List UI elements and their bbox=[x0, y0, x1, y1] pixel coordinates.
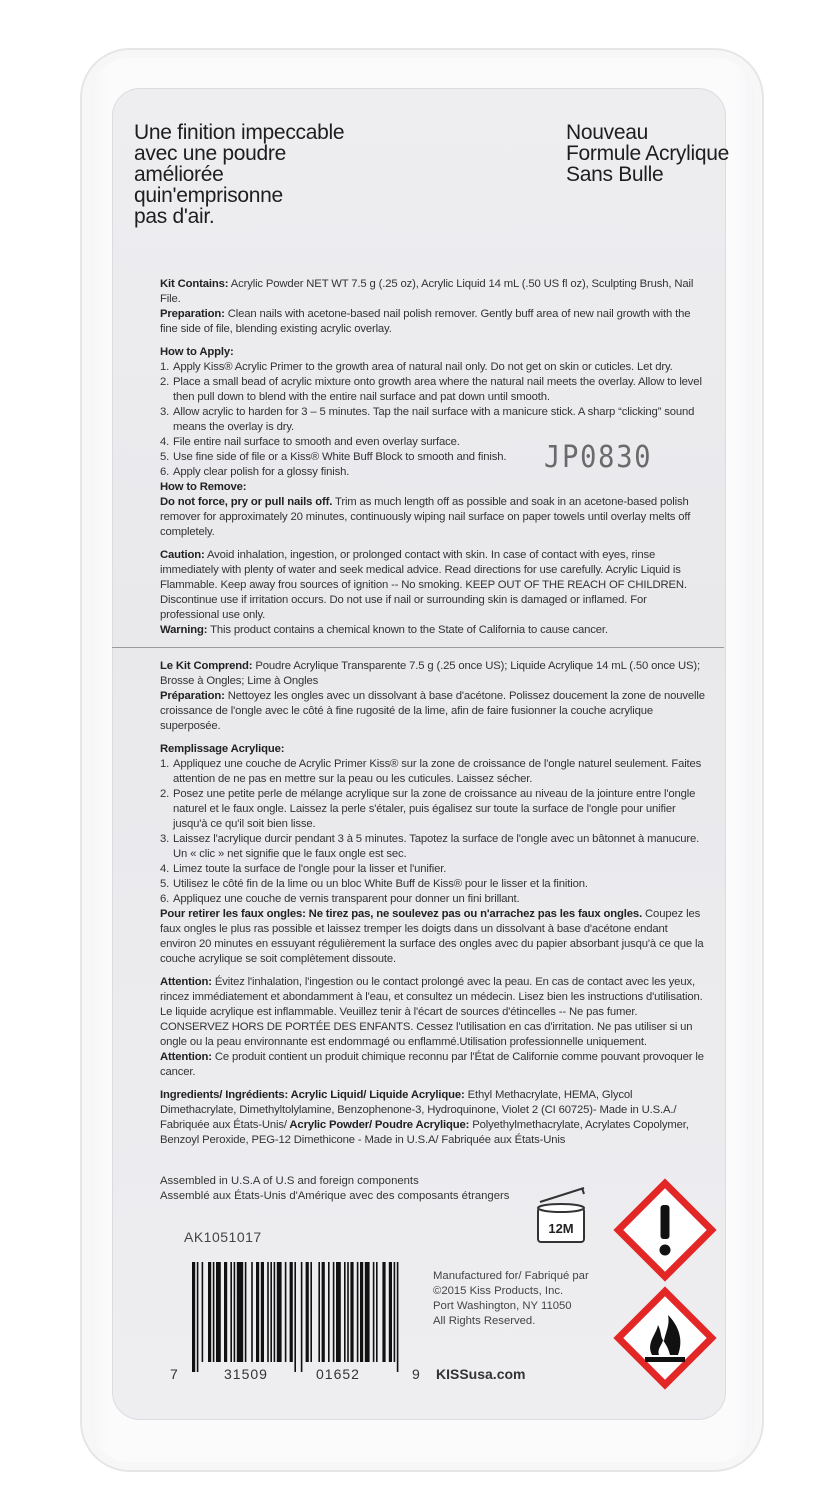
ingredients: Ingredients/ Ingrédients: Acrylic Liquid/ Liquide Acrylique: Ethyl Methacrylate, HEMA, Glycol Dimethacrylate, Dimethyltolylamine, Benzophenone-3, Hydroquinone, Violet 2 (CI 60725)- Made in U.S.A./ Fabriquée aux États-Unis/ Acrylic Powder/ Poudre Acrylique: Polyethylmethacrylate, Acrylates Copolymer, Benzoyl Peroxide, PEG-12 Dimethicone - Made in U.S.A/ Fabriquée aux États-Unis bbox=[160, 1089, 689, 1146]
barcode-bar bbox=[224, 1262, 227, 1362]
barcode-bar bbox=[394, 1262, 396, 1362]
barcode-bar bbox=[336, 1262, 341, 1362]
attention-2: Attention: Ce produit contient un produit chimique reconnu par l'État de Californie comme pouvant provoquer le cancer. bbox=[160, 1051, 704, 1078]
barcode-bars bbox=[188, 1262, 406, 1372]
apply-step: 2. Posez une petite perle de mélange acrylique sur la zone de croissance au niveau de la jointure entre l'ongle naturel et le faux ongle. Laissez la perle s'étaler, puis égalisez sur toute la surface de l'ongle pour unifier jusqu'à ce qu'il soit bien lisse. bbox=[160, 788, 696, 830]
assembled-en: Assembled in U.S.A of U.S and foreign components bbox=[160, 1175, 419, 1187]
barcode-bar bbox=[310, 1262, 312, 1362]
barcode-bar bbox=[234, 1262, 236, 1362]
how-to-remove-label: How to Remove: bbox=[160, 481, 247, 493]
apply-step: 1. Apply Kiss® Acrylic Primer to the growth area of natural nail only. Do not get on skin or cuticles. Let dry. bbox=[160, 361, 673, 373]
barcode-bar bbox=[344, 1262, 346, 1362]
kit-contains bbox=[160, 277, 705, 307]
barcode-bar bbox=[192, 1262, 195, 1372]
barcode-bar bbox=[208, 1262, 211, 1362]
divider bbox=[112, 647, 724, 648]
apply-step: 5. Utilisez le côté fin de la lime ou un bloc White Buff de Kiss® pour le lisser et la finition. bbox=[160, 878, 588, 890]
barcode-bar bbox=[270, 1262, 272, 1362]
barcode-bar bbox=[267, 1262, 269, 1362]
product-code: AK1051017 bbox=[184, 1229, 262, 1245]
exclamation-hazard-icon bbox=[612, 1177, 718, 1283]
preparation bbox=[160, 307, 705, 337]
attention: Attention: Évitez l'inhalation, l'ingestion ou le contact prolongé avec la peau. En cas de contact avec les yeux, rincez immédiatement et abondamment à l'eau, et consultez un médecin. Lisez bien les instructions d'utilisation. Le liquide acrylique est inflammable. Veuillez tenir à l'écart de sources d'étincelles -- Ne pas fumer. CONSERVEZ HORS DE PORTÉE DES ENFANTS. Cessez l'utilisation en cas d'irritation. Ne pas utiliser si un ongle ou la peau environnante est endommagé ou enflammé.Utilisation professionnelle uniquement. bbox=[160, 976, 703, 1048]
headline-left-line: améliorée bbox=[134, 163, 224, 186]
barcode-bar bbox=[318, 1262, 320, 1362]
barcode-bar bbox=[301, 1262, 303, 1372]
assembled-notice bbox=[160, 1174, 509, 1204]
preparation-label: Preparation: bbox=[160, 308, 225, 320]
barcode-bar bbox=[261, 1262, 264, 1362]
remove-text-fr: Pour retirer les faux ongles: Ne tirez pas, ne soulevez pas ou n'arrachez pas les faux ongles. Coupez les faux ongles le plus ras possible et laissez tremper les doigts dans un dissolvant à base d'acétone endant environ 20 minutes en essuyant régulièrement la surface des ongles avec du papier absorbant jusqu'à ce que la couche acrylique se soit complètement dissoute. bbox=[160, 908, 704, 965]
barcode-bar bbox=[350, 1262, 353, 1362]
how-to-apply-label: How to Apply: bbox=[160, 346, 234, 358]
website: KISSusa.com bbox=[436, 1366, 526, 1382]
assembled-fr: Assemblé aux États-Unis d'Amérique avec des composants étrangers bbox=[160, 1190, 510, 1202]
barcode-bar bbox=[397, 1262, 399, 1372]
manufacturer-line: Port Washington, NY 11050 bbox=[433, 1300, 572, 1312]
headline-left bbox=[134, 122, 344, 227]
barcode-digit-last: 9 bbox=[412, 1366, 421, 1382]
apply-step: 3. Laissez l'acrylique durcir pendant 3 à 5 minutes. Tapotez la surface de l'ongle avec un bâtonnet à manucure. Un « clic » net signifie que le faux ongle est sec. bbox=[160, 833, 700, 860]
manufacturer-line: ©2015 Kiss Products, Inc. bbox=[433, 1285, 564, 1297]
barcode-bar bbox=[357, 1262, 359, 1362]
barcode-bar bbox=[382, 1262, 385, 1362]
apply-step: 6. Appliquez une couche de vernis transparent pour donner un fini brillant. bbox=[160, 893, 520, 905]
headline-right-line: Nouveau bbox=[566, 121, 648, 144]
apply-step: 4. Limez toute la surface de l'ongle pour la lisser et l'unifier. bbox=[160, 863, 447, 875]
apply-step: 5. Use fine side of file or a Kiss® White Buff Block to smooth and finish. bbox=[160, 451, 507, 463]
kit-comprend: Le Kit Comprend: Poudre Acrylique Transparente 7.5 g (.25 once US); Liquide Acrylique 14 mL (.50 once US); Brosse à Ongles; Lime à Ongles bbox=[160, 660, 701, 687]
french-instructions bbox=[160, 659, 705, 1148]
headline-left-line: avec une poudre bbox=[134, 142, 286, 165]
headline-right bbox=[566, 122, 729, 185]
barcode-bar bbox=[294, 1262, 296, 1372]
barcode bbox=[188, 1262, 406, 1382]
barcode-bar bbox=[290, 1262, 293, 1362]
headline-left-line: Une finition impeccable bbox=[134, 121, 345, 144]
kit-contains-label: Kit Contains: bbox=[160, 278, 229, 290]
apply-step: 6. Apply clear polish for a glossy finish. bbox=[160, 466, 350, 478]
barcode-bar bbox=[333, 1262, 335, 1362]
pao-label: 12M bbox=[548, 1221, 574, 1236]
remplissage-label: Remplissage Acrylique: bbox=[160, 743, 285, 755]
barcode-bar bbox=[376, 1262, 378, 1362]
barcode-bar bbox=[328, 1262, 330, 1362]
open-jar-pao-icon bbox=[532, 1180, 592, 1252]
remove-text: Do not force, pry or pull nails off. Trim as much length off as possible and soak in an acetone-based polish remover for approximately 20 minutes, continuously wiping nail surface on paper towels until overlay melts off completely. bbox=[160, 496, 691, 538]
flammable-hazard-icon bbox=[612, 1285, 718, 1391]
barcode-bar bbox=[197, 1262, 199, 1372]
barcode-digits-right: 01652 bbox=[316, 1366, 360, 1382]
barcode-bar bbox=[360, 1262, 363, 1362]
barcode-bar bbox=[237, 1262, 243, 1362]
barcode-bar bbox=[230, 1262, 232, 1362]
lot-code: JP0830 bbox=[544, 440, 653, 475]
barcode-bar bbox=[373, 1262, 375, 1362]
barcode-bar bbox=[213, 1262, 215, 1362]
manufacturer-line: All Rights Reserved. bbox=[433, 1315, 536, 1327]
barcode-bar bbox=[202, 1262, 204, 1362]
barcode-bar bbox=[277, 1262, 282, 1362]
apply-step: 2. Place a small bead of acrylic mixture onto growth area where the natural nail meets the overlay. Allow to level then pull down to blend with the entire nail surface and pat down until smooth. bbox=[160, 376, 702, 403]
barcode-bar bbox=[306, 1262, 309, 1362]
barcode-bar bbox=[285, 1262, 287, 1362]
apply-steps-fr bbox=[160, 757, 705, 907]
barcode-digit-first: 7 bbox=[170, 1366, 179, 1382]
apply-step: 1. Appliquez une couche de Acrylic Primer Kiss® sur la zone de croissance de l'ongle naturel seulement. Faites attention de ne pas en mettre sur la peau ou les cuticules. Laissez sécher. bbox=[160, 758, 702, 785]
barcode-digits-left: 31509 bbox=[224, 1366, 268, 1382]
preparation-text: Clean nails with acetone-based nail polish remover. Gently buff area of new nail growth with the fine side of file, blending existing acrylic overlay. bbox=[160, 308, 691, 335]
preparation-fr: Préparation: Nettoyez les ongles avec un dissolvant à base d'acétone. Polissez doucement la zone de nouvelle croissance de l'ongle avec le côté à fine rugosité de la lime, afin de faire fusionner la couche acrylique superposée. bbox=[160, 690, 705, 732]
barcode-bar bbox=[216, 1262, 221, 1362]
barcode-bar bbox=[347, 1262, 349, 1362]
barcode-bar bbox=[365, 1262, 370, 1362]
barcode-bar bbox=[245, 1262, 247, 1362]
headline-left-line: pas d'air. bbox=[134, 205, 215, 228]
apply-step: 4. File entire nail surface to smooth and even overlay surface. bbox=[160, 436, 460, 448]
headline-right-line: Formule Acrylique bbox=[566, 142, 729, 165]
barcode-bar bbox=[274, 1262, 276, 1362]
apply-step: 3. Allow acrylic to harden for 3 – 5 minutes. Tap the nail surface with a manicure stick. A sharp “clicking” sound means the overlay is dry. bbox=[160, 406, 695, 433]
headline-right-line: Sans Bulle bbox=[566, 163, 664, 186]
barcode-bar bbox=[251, 1262, 253, 1362]
warning: Warning: This product contains a chemical known to the State of California to cause cancer. bbox=[160, 624, 608, 636]
caution: Caution: Avoid inhalation, ingestion, or prolonged contact with skin. In case of contact with eyes, rinse immediately with plenty of water and seek medical advice. Read directions for use carefully. Acrylic Liquid is Flammable. Keep away frou sources of ignition -- No smoking. KEEP OUT OF THE REACH OF CHILDREN. Discontinue use if irritation occurs. Do not use if nail or surrounding skin is damaged or inflamed. For professional use only. bbox=[160, 549, 687, 621]
manufacturer-info bbox=[433, 1269, 589, 1329]
headline-left-line: quin'emprisonne bbox=[134, 184, 283, 207]
manufacturer-line: Manufactured for/ Fabriqué par bbox=[433, 1270, 589, 1282]
barcode-bar bbox=[256, 1262, 259, 1362]
barcode-bar bbox=[322, 1262, 325, 1362]
kit-contains-text: Acrylic Powder NET WT 7.5 g (.25 oz), Acrylic Liquid 14 mL (.50 US fl oz), Sculpting Brush, Nail File. bbox=[160, 278, 694, 305]
barcode-bar bbox=[389, 1262, 392, 1362]
